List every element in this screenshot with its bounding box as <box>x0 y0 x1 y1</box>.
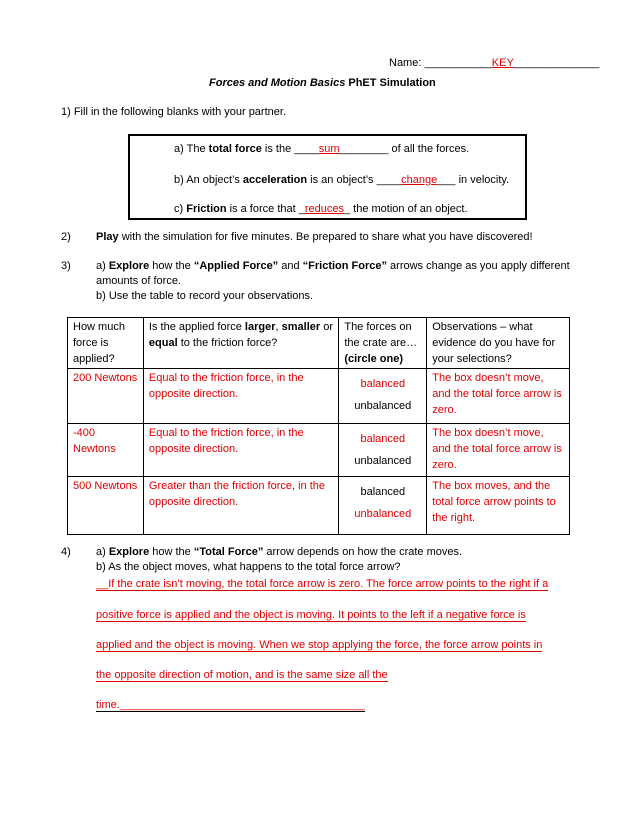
q2-text: Play with the simulation for five minutes. Be prepared to share what you have discovered! <box>96 231 533 243</box>
name-blank-pre: ___________ <box>424 57 492 69</box>
name-blank-post: ______________ <box>513 57 600 69</box>
name-value: KEY <box>491 57 514 69</box>
cell-comparison: Equal to the friction force, in the opposite direction. <box>143 369 338 424</box>
q3-line2: amounts of force. <box>96 275 181 287</box>
q1-c-answer: reduces <box>304 203 344 215</box>
cell-force: 200 Newtons <box>68 369 144 424</box>
q4-line2: b) As the object moves, what happens to the total force arrow? <box>96 561 401 573</box>
cell-force: 500 Newtons <box>68 477 144 535</box>
cell-comparison: Greater than the friction force, in the opposite direction. <box>143 477 338 535</box>
cell-observation: The box moves, and the total force arrow points to the right. <box>427 477 570 535</box>
q4-number: 4) <box>61 546 71 558</box>
page-title <box>209 77 436 89</box>
cell-force: -400 Newtons <box>68 424 144 477</box>
q4-answer-line-5: time.________________________________________ <box>96 699 365 711</box>
table-row <box>68 424 570 477</box>
table-row <box>68 369 570 424</box>
q4-answer-line-4: the opposite direction of motion, and is the same size all the <box>96 669 388 681</box>
cell-circle: balanced unbalanced <box>339 424 427 477</box>
cell-circle: balanced unbalanced <box>339 477 427 535</box>
q1-a-answer: sum <box>318 143 340 155</box>
q4-answer-line-1: __If the crate isn’t moving, the total force arrow is zero. The force arrow points to the right if a <box>96 578 549 590</box>
q1-b-answer: change <box>401 174 438 186</box>
table-row <box>68 477 570 535</box>
cell-comparison: Equal to the friction force, in the opposite direction. <box>143 424 338 477</box>
q3-line3: b) Use the table to record your observations. <box>96 290 314 302</box>
q4-line1: a) Explore how the “Total Force” arrow depends on how the crate moves. <box>96 546 463 558</box>
q4-answer-line-2: positive force is applied and the object is moving. It points to the left if a negative force is <box>96 609 526 621</box>
table-header-row <box>68 318 570 369</box>
name-field <box>389 57 599 69</box>
title-italic: Forces and Motion Basics <box>209 77 346 89</box>
q3-line1: a) Explore how the “Applied Force” and “Friction Force” arrows change as you apply different <box>96 260 570 272</box>
q1-a: a) The total force is the ____sum________ of all the forces. <box>174 143 470 155</box>
q1-b: b) An object’s acceleration is an object’s ____change___ in velocity. <box>174 174 510 186</box>
cell-circle: balanced unbalanced <box>339 369 427 424</box>
header-observations: Observations – what evidence do you have for your selections? <box>427 318 570 369</box>
cell-observation: The box doesn’t move, and the total force arrow is zero. <box>427 369 570 424</box>
q1-prompt: 1) Fill in the following blanks with your partner. <box>61 106 286 118</box>
observations-table <box>67 317 570 535</box>
header-comparison: Is the applied force larger, smaller or equal to the friction force? <box>143 318 338 369</box>
q1-c: c) Friction is a force that _reduces_ the motion of an object. <box>174 203 468 215</box>
q3-number: 3) <box>61 260 71 272</box>
q2-number: 2) <box>61 231 71 243</box>
name-label: Name: <box>389 57 425 69</box>
q4-answer-line-3: applied and the object is moving. When we stop applying the force, the force arrow points in <box>96 639 543 651</box>
title-rest: PhET Simulation <box>345 77 436 89</box>
cell-observation: The box doesn’t move, and the total force arrow is zero. <box>427 424 570 477</box>
header-force: How much force is applied? <box>68 318 144 369</box>
header-crate: The forces on the crate are… (circle one) <box>339 318 427 369</box>
